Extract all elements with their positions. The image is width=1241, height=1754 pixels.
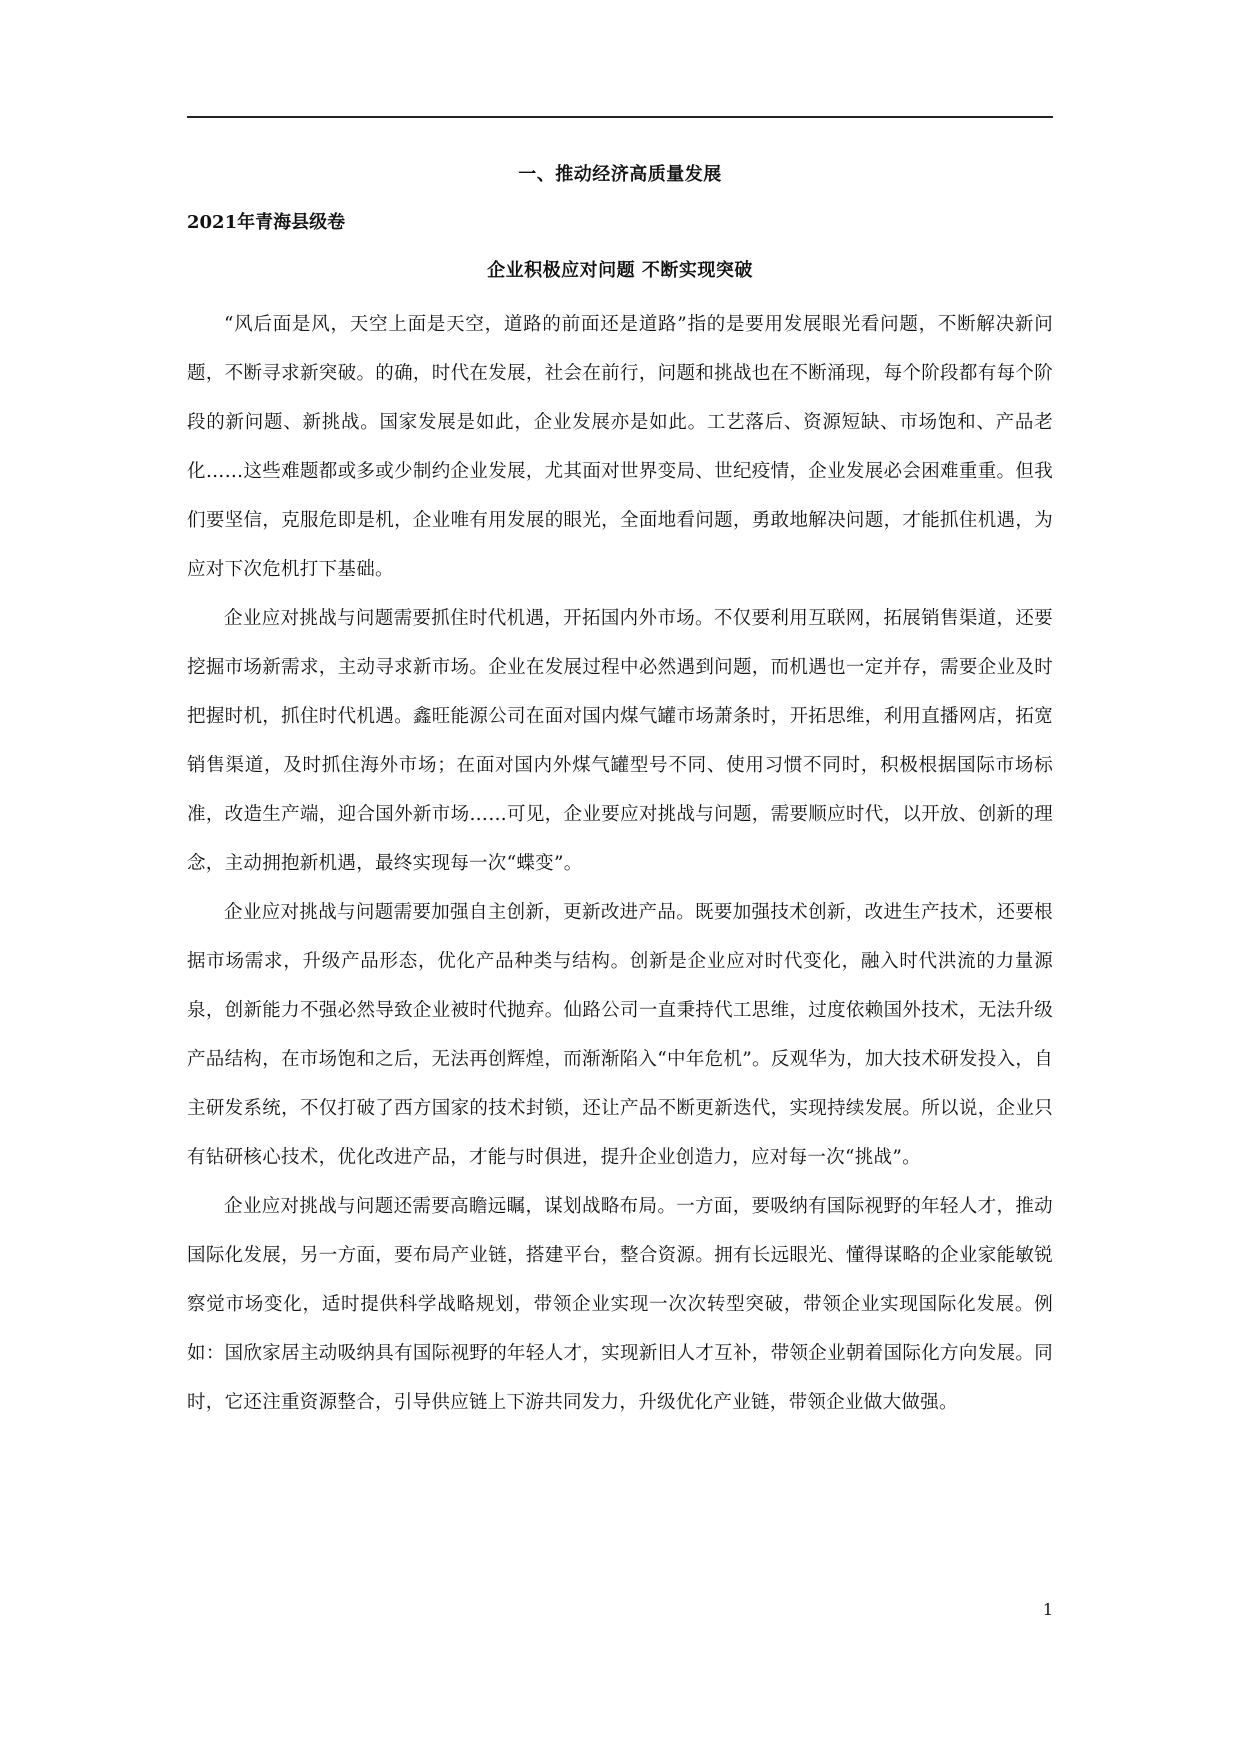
page-number: 1 bbox=[1042, 1600, 1053, 1619]
document-body bbox=[187, 158, 1053, 1427]
paragraph-market: 企业应对挑战与问题需要抓住时代机遇，开拓国内外市场。不仅要利用互联网，拓展销售渠道，还要挖掘市场新需求，主动寻求新市场。企业在发展过程中必然遇到问题，而机遇也一定并存，需要企业及时把握时机，抓住时代机遇。鑫旺能源公司在面对国内煤气罐市场萧条时，开拓思维，利用直播网店，拓宽销售渠道，及时抓住海外市场；在面对国内外煤气罐型号不同、使用习惯不同时，积极根据国际市场标准，改造生产端，迎合国外新市场……可见，企业要应对挑战与问题，需要顺应时代，以开放、创新的理念，主动拥抱新机遇，最终实现每一次“蝶变”。 bbox=[187, 608, 1053, 874]
section-title: 一、推动经济高质量发展 bbox=[518, 164, 722, 185]
paragraph-strategy: 企业应对挑战与问题还需要高瞻远瞩，谋划战略布局。一方面，要吸纳有国际视野的年轻人才，推动国际化发展，另一方面，要布局产业链，搭建平台，整合资源。拥有长远眼光、懂得谋略的企业家能敏锐察觉市场变化，适时提供科学战略规划，带领企业实现一次次转型突破，带领企业实现国际化发展。例如：国欣家居主动吸纳具有国际视野的年轻人才，实现新旧人才互补，带领企业朝着国际化方向发展。同时，它还注重资源整合，引导供应链上下游共同发力，升级优化产业链，带领企业做大做强。 bbox=[187, 1196, 1053, 1413]
paragraph-intro: “风后面是风，天空上面是天空，道路的前面还是道路”指的是要用发展眼光看问题，不断解决新问题，不断寻求新突破。的确，时代在发展，社会在前行，问题和挑战也在不断涌现，每个阶段都有每个阶段的新问题、新挑战。国家发展是如此，企业发展亦是如此。工艺落后、资源短缺、市场饱和、产品老化……这些难题都或多或少制约企业发展，尤其面对世界变局、世纪疫情，企业发展必会困难重重。但我们要坚信，克服危即是机，企业唯有用发展的眼光，全面地看问题，勇敢地解决问题，才能抓住机遇，为应对下次危机打下基础。 bbox=[187, 314, 1053, 580]
paper-label: 2021年青海县级卷 bbox=[187, 212, 346, 233]
paragraph-innovation: 企业应对挑战与问题需要加强自主创新，更新改进产品。既要加强技术创新，改进生产技术，还要根据市场需求，升级产品形态，优化产品种类与结构。创新是企业应对时代变化，融入时代洪流的力量源泉，创新能力不强必然导致企业被时代抛弃。仙路公司一直秉持代工思维，过度依赖国外技术，无法升级产品结构，在市场饱和之后，无法再创辉煌，而渐渐陷入“中年危机”。反观华为，加大技术研发投入，自主研发系统，不仅打破了西方国家的技术封锁，还让产品不断更新迭代，实现持续发展。所以说，企业只有钻研核心技术，优化改进产品，才能与时俱进，提升企业创造力，应对每一次“挑战”。 bbox=[187, 902, 1053, 1168]
essay-title: 企业积极应对问题 不断实现突破 bbox=[487, 260, 753, 281]
header-rule bbox=[187, 116, 1053, 118]
